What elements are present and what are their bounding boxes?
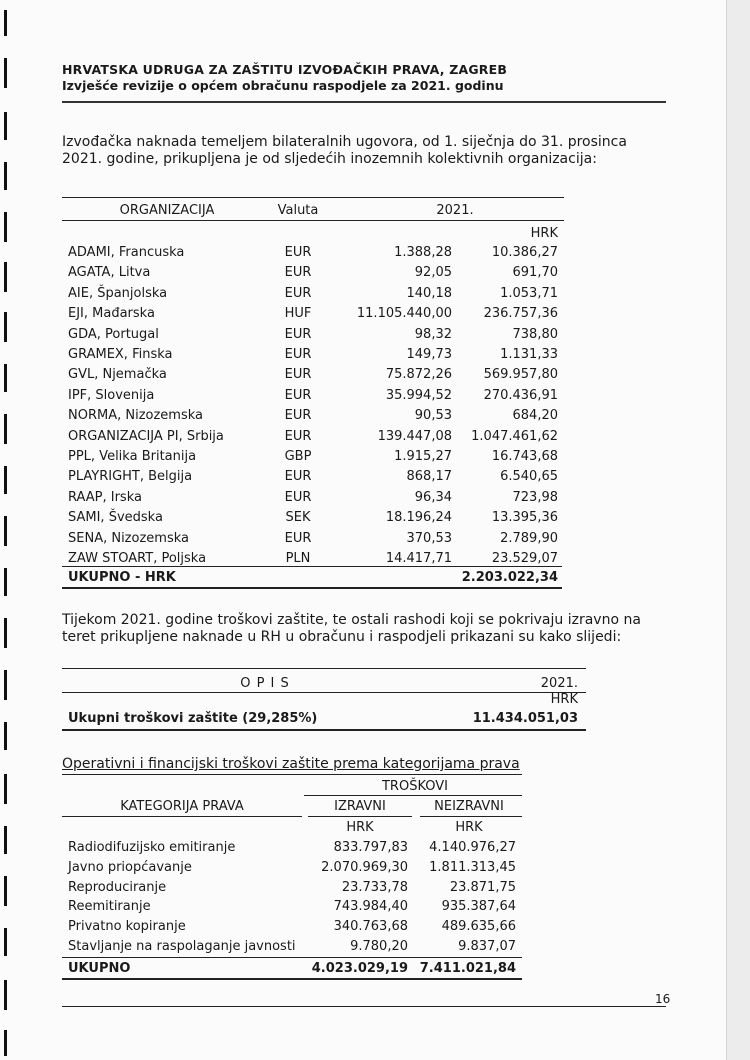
col-header-neizravni: NEIZRAVNI bbox=[434, 799, 504, 814]
currency-code: EUR bbox=[284, 428, 312, 444]
neizravni-value: 1.811.313,45 bbox=[429, 859, 516, 875]
binder-mark bbox=[4, 312, 7, 342]
currency-code: EUR bbox=[284, 489, 312, 505]
header-underline bbox=[420, 816, 522, 817]
amount-hrk: 738,80 bbox=[512, 326, 558, 342]
amount-hrk: 270.436,91 bbox=[483, 387, 558, 403]
col-header-troskovi: TROŠKOVI bbox=[381, 779, 448, 794]
binder-mark bbox=[4, 10, 7, 36]
neizravni-value: 4.140.976,27 bbox=[429, 840, 516, 855]
category-name: Reemitiranje bbox=[68, 899, 151, 915]
amount-hrk: 2.789,90 bbox=[500, 530, 558, 546]
amount-original: 1.915,27 bbox=[394, 449, 452, 464]
amount-original: 35.994,52 bbox=[385, 387, 452, 403]
costs-bottom-rule bbox=[62, 729, 586, 731]
amount-hrk: 13.395,36 bbox=[491, 510, 558, 526]
total-label: UKUPNO - HRK bbox=[68, 570, 176, 585]
costs-top-rule bbox=[62, 668, 586, 669]
costs-row-label: Ukupni troškovi zaštite (29,285%) bbox=[68, 711, 318, 726]
header-underline bbox=[308, 816, 412, 817]
binder-mark bbox=[4, 466, 7, 494]
currency-code: EUR bbox=[284, 245, 312, 260]
neizravni-value: 489.635,66 bbox=[441, 919, 516, 935]
page-number: 16 bbox=[655, 992, 671, 1006]
currency-code: PLN bbox=[285, 551, 311, 566]
binder-mark bbox=[4, 262, 7, 292]
neizravni-value: 23.871,75 bbox=[449, 879, 516, 895]
binder-mark bbox=[4, 568, 7, 596]
amount-original: 11.105.440,00 bbox=[356, 306, 452, 322]
organization-name: AGATA, Litva bbox=[68, 265, 151, 281]
table-bottom-rule bbox=[62, 566, 562, 567]
category-section-title: Operativni i financijski troškovi zaštite prema kategorijama prava bbox=[62, 756, 520, 772]
izravni-value: 2.070.969,30 bbox=[321, 859, 408, 875]
organization-name: GVL, Njemačka bbox=[68, 367, 167, 383]
amount-hrk: 1.053,71 bbox=[500, 285, 558, 301]
col-header-izravni: IZRAVNI bbox=[334, 799, 386, 814]
organization-name: GDA, Portugal bbox=[68, 326, 159, 342]
amount-hrk: 236.757,36 bbox=[483, 306, 558, 322]
organization-name: NORMA, Nizozemska bbox=[68, 408, 204, 424]
amount-hrk: 1.131,33 bbox=[500, 347, 558, 362]
organization-name: AIE, Španjolska bbox=[68, 285, 168, 301]
amount-original: 140,18 bbox=[406, 285, 452, 301]
col-header-hrk: HRK bbox=[346, 820, 374, 835]
category-total-izravni: 4.023.029,19 bbox=[311, 961, 408, 976]
costs-paragraph: Tijekom 2021. godine troškovi zaštite, te ostali rashodi koji se pokrivaju izravno na teret prikupljene naknade u RH u obračunu i raspodjeli prikazani su kako slijedi: bbox=[62, 612, 641, 645]
category-total-label: UKUPNO bbox=[68, 961, 131, 976]
document-header-subtitle: Izvješće revizije o općem obračunu raspodjele za 2021. godinu bbox=[62, 78, 504, 93]
currency-code: EUR bbox=[284, 347, 312, 362]
amount-original: 868,17 bbox=[406, 469, 452, 485]
category-bottom-rule bbox=[62, 957, 522, 958]
binder-mark bbox=[4, 162, 7, 190]
organization-name: IPF, Slovenija bbox=[68, 387, 155, 403]
category-top-rule bbox=[62, 774, 522, 775]
amount-original: 92,05 bbox=[414, 265, 452, 281]
currency-code: EUR bbox=[284, 285, 312, 301]
binder-mark bbox=[4, 876, 7, 906]
organization-name: GRAMEX, Finska bbox=[68, 347, 173, 362]
currency-code: EUR bbox=[284, 326, 312, 342]
amount-hrk: 6.540,65 bbox=[500, 469, 558, 485]
col-header-hrk: HRK bbox=[530, 226, 558, 241]
binder-mark bbox=[4, 722, 7, 750]
amount-original: 90,53 bbox=[414, 408, 452, 424]
binder-mark bbox=[4, 826, 7, 854]
table-total-rule bbox=[62, 587, 562, 589]
col-header-valuta: Valuta bbox=[277, 203, 319, 218]
currency-code: HUF bbox=[284, 306, 312, 322]
organization-name: ADAMI, Francuska bbox=[68, 245, 185, 260]
currency-code: EUR bbox=[284, 367, 312, 383]
organization-name: SAMI, Švedska bbox=[68, 510, 163, 526]
organization-name: RAAP, Irska bbox=[68, 489, 142, 505]
category-name: Reproduciranje bbox=[68, 879, 167, 895]
binder-mark bbox=[4, 928, 7, 956]
category-name: Javno priopćavanje bbox=[68, 859, 192, 875]
binder-mark bbox=[4, 774, 7, 804]
amount-original: 1.388,28 bbox=[394, 245, 452, 260]
amount-original: 149,73 bbox=[406, 347, 452, 362]
binder-mark bbox=[4, 516, 7, 546]
organization-name: ZAW STOART, Poljska bbox=[68, 551, 207, 566]
category-name: Radiodifuzijsko emitiranje bbox=[68, 840, 236, 855]
amount-hrk: 684,20 bbox=[512, 408, 558, 424]
organization-name: PPL, Velika Britanija bbox=[68, 449, 197, 464]
header-underline bbox=[268, 220, 564, 221]
costs-row-value: 11.434.051,03 bbox=[472, 711, 578, 726]
col-header-organizacija: ORGANIZACIJA bbox=[119, 203, 215, 218]
amount-original: 98,32 bbox=[414, 326, 452, 342]
izravni-value: 743.984,40 bbox=[333, 899, 408, 915]
header-rule bbox=[62, 101, 666, 103]
table-top-rule bbox=[62, 197, 564, 198]
izravni-value: 23.733,78 bbox=[341, 879, 408, 895]
organization-name: ORGANIZACIJA PI, Srbija bbox=[68, 428, 224, 444]
category-name: Stavljanje na raspolaganje javnosti bbox=[68, 939, 296, 954]
organization-name: SENA, Nizozemska bbox=[68, 530, 189, 546]
amount-hrk: 569.957,80 bbox=[483, 367, 558, 383]
binder-mark bbox=[4, 1030, 7, 1056]
binder-mark bbox=[4, 58, 7, 88]
currency-code: EUR bbox=[284, 469, 312, 485]
currency-code: EUR bbox=[284, 387, 312, 403]
currency-code: SEK bbox=[285, 510, 311, 526]
neizravni-value: 9.837,07 bbox=[458, 939, 516, 954]
col-header-year: 2021. bbox=[436, 203, 474, 218]
currency-code: EUR bbox=[284, 265, 312, 281]
organization-name: EJI, Mađarska bbox=[68, 306, 155, 322]
col-header-kategorija: KATEGORIJA PRAVA bbox=[120, 799, 244, 814]
troskovi-underline bbox=[304, 795, 522, 796]
binder-mark bbox=[4, 112, 7, 140]
amount-hrk: 691,70 bbox=[512, 265, 558, 281]
col-header-opis: O P I S bbox=[240, 676, 290, 691]
binder-mark bbox=[4, 618, 7, 648]
page-edge bbox=[726, 0, 750, 1060]
izravni-value: 833.797,83 bbox=[333, 840, 408, 855]
neizravni-value: 935.387,64 bbox=[441, 899, 516, 915]
binder-mark bbox=[4, 364, 7, 392]
amount-hrk: 23.529,07 bbox=[491, 551, 558, 566]
currency-code: EUR bbox=[284, 530, 312, 546]
amount-original: 75.872,26 bbox=[385, 367, 452, 383]
document-header-title: HRVATSKA UDRUGA ZA ZAŠTITU IZVOĐAČKIH PRAVA, ZAGREB bbox=[62, 62, 508, 77]
amount-hrk: 16.743,68 bbox=[491, 449, 558, 464]
binder-mark bbox=[4, 414, 7, 444]
currency-code: EUR bbox=[284, 408, 312, 424]
category-total-rule bbox=[62, 978, 522, 980]
amount-original: 14.417,71 bbox=[385, 551, 452, 566]
currency-code: GBP bbox=[284, 449, 312, 464]
header-underline bbox=[62, 220, 274, 221]
amount-hrk: 10.386,27 bbox=[491, 245, 558, 260]
izravni-value: 340.763,68 bbox=[333, 919, 408, 935]
amount-hrk: 1.047.461,62 bbox=[471, 428, 558, 444]
footer-rule bbox=[62, 1006, 666, 1007]
binder-mark bbox=[4, 212, 7, 242]
amount-original: 370,53 bbox=[406, 530, 452, 546]
amount-original: 139.447,08 bbox=[377, 428, 452, 444]
amount-original: 96,34 bbox=[414, 489, 452, 505]
izravni-value: 9.780,20 bbox=[350, 939, 408, 954]
header-underline bbox=[62, 816, 302, 817]
total-value: 2.203.022,34 bbox=[461, 570, 558, 585]
col-header-year: 2021. bbox=[540, 676, 578, 691]
category-total-neizravni: 7.411.021,84 bbox=[419, 961, 516, 976]
col-header-hrk: HRK bbox=[550, 692, 578, 707]
intro-paragraph: Izvođačka naknada temeljem bilateralnih ugovora, od 1. siječnja do 31. prosinca 2021. godine, prikupljena je od sljedećih inozemnih kolektivnih organizacija: bbox=[62, 134, 627, 167]
binder-mark bbox=[4, 670, 7, 700]
category-name: Privatno kopiranje bbox=[68, 919, 186, 935]
amount-original: 18.196,24 bbox=[385, 510, 452, 526]
organization-name: PLAYRIGHT, Belgija bbox=[68, 469, 193, 485]
binder-mark bbox=[4, 980, 7, 1010]
amount-hrk: 723,98 bbox=[512, 489, 558, 505]
col-header-hrk: HRK bbox=[455, 820, 483, 835]
